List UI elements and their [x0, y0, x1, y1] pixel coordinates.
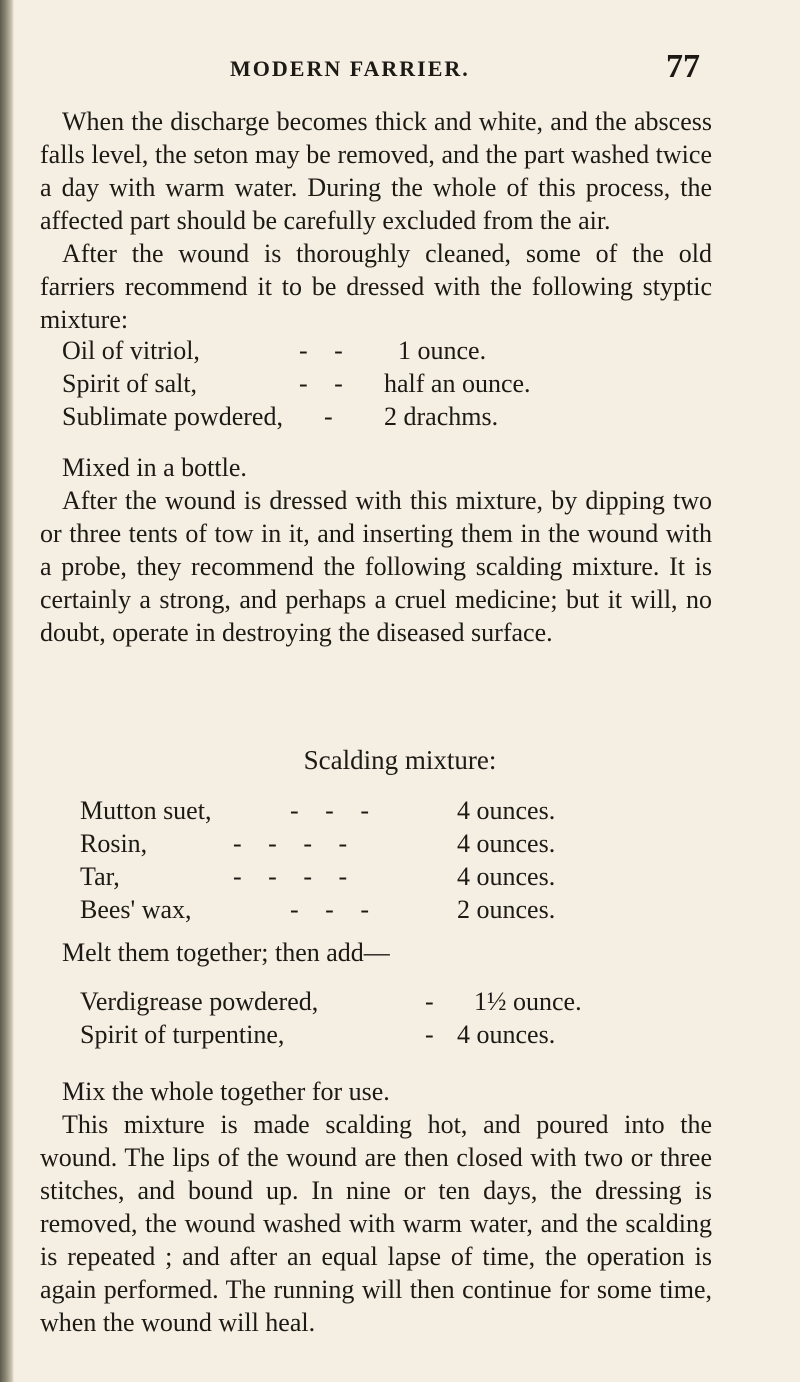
ingredient-name: Bees' wax,: [80, 895, 192, 924]
page-number: 77: [666, 48, 700, 85]
ingredient-name: Mutton suet,: [80, 796, 212, 825]
recipe-row: [62, 402, 712, 435]
ingredient-name: Verdigrease powdered,: [80, 987, 319, 1016]
ingredient-quantity: 2 drachms.: [384, 402, 499, 431]
scalding-heading: Scalding mixture:: [303, 745, 497, 775]
recipe-row: [62, 369, 712, 402]
paragraph-melt: Melt them together; then add—: [62, 938, 390, 967]
ingredient-name: Spirit of turpentine,: [80, 1020, 285, 1049]
ingredient-quantity: 4 ounces.: [457, 862, 556, 891]
ingredient-quantity: 1½ ounce.: [474, 987, 582, 1016]
leader-dashes: - - - -: [233, 829, 358, 858]
leader-dashes: - -: [299, 369, 353, 398]
paragraph-mix: Mix the whole together for use.: [62, 1077, 390, 1106]
page-header: [230, 48, 700, 88]
ingredient-name: Sublimate powdered,: [62, 402, 283, 431]
paragraph-mixed: Mixed in a bottle.: [62, 453, 247, 482]
recipe-row: [80, 1020, 710, 1053]
recipe-row: [80, 862, 710, 895]
ingredient-quantity: 1 ounce.: [398, 336, 487, 365]
leader-dashes: - - -: [290, 895, 379, 924]
additions-recipe: [80, 987, 710, 1053]
styptic-recipe: [62, 336, 712, 435]
ingredient-name: Oil of vitriol,: [62, 336, 200, 365]
recipe-row: [80, 895, 710, 928]
ingredient-quantity: 4 ounces.: [457, 1020, 556, 1049]
ingredient-quantity: half an ounce.: [384, 369, 531, 398]
ingredient-name: Rosin,: [80, 829, 148, 858]
ingredient-quantity: 2 ounces.: [457, 895, 556, 924]
ingredient-name: Spirit of salt,: [62, 369, 198, 398]
recipe-row: [80, 829, 710, 862]
ingredient-quantity: 4 ounces.: [457, 829, 556, 858]
recipe-row: [80, 796, 710, 829]
paragraph-discharge: When the discharge becomes thick and white, and the abscess falls level, the seton may be removed, and the part washed twice a day with warm water. During the whole of this process, the affected part should be carefully excluded from the air.: [40, 107, 712, 235]
scalding-recipe: [80, 796, 710, 928]
leader-dashes: - - - -: [233, 862, 358, 891]
paragraph-procedure: This mixture is made scalding hot, and poured into the wound. The lips of the wound are then closed with two or three stitches, and bound up. In nine or ten days, the dressing is removed, the wound washed with warm water, and the scalding is repeated ; and after an equal lapse of time, the operation is again performed. The running will then continue for some time, when the wound will heal.: [40, 1110, 712, 1337]
recipe-row: [80, 987, 710, 1020]
leader-dashes: -: [324, 402, 343, 431]
leader-dashes: -: [425, 987, 444, 1016]
ingredient-name: Tar,: [80, 862, 120, 891]
ingredient-quantity: 4 ounces.: [457, 796, 556, 825]
running-title: MODERN FARRIER.: [230, 56, 470, 81]
leader-dashes: - -: [299, 336, 353, 365]
recipe-row: [62, 336, 712, 369]
paragraph-scalding-intro: After the wound is dressed with this mixture, by dipping two or three tents of tow in it, and inserting them in the wound with a probe, they recommend the following scalding mixture. It is certainly a strong, and perhaps a cruel medicine; but it will, no doubt, operate in destroying the diseased surface.: [40, 486, 712, 647]
leader-dashes: -: [425, 1020, 444, 1049]
paragraph-styptic-intro: After the wound is thoroughly cleaned, some of the old farriers recommend it to be dressed with the following styptic mixture:: [40, 239, 712, 334]
leader-dashes: - - -: [290, 796, 379, 825]
